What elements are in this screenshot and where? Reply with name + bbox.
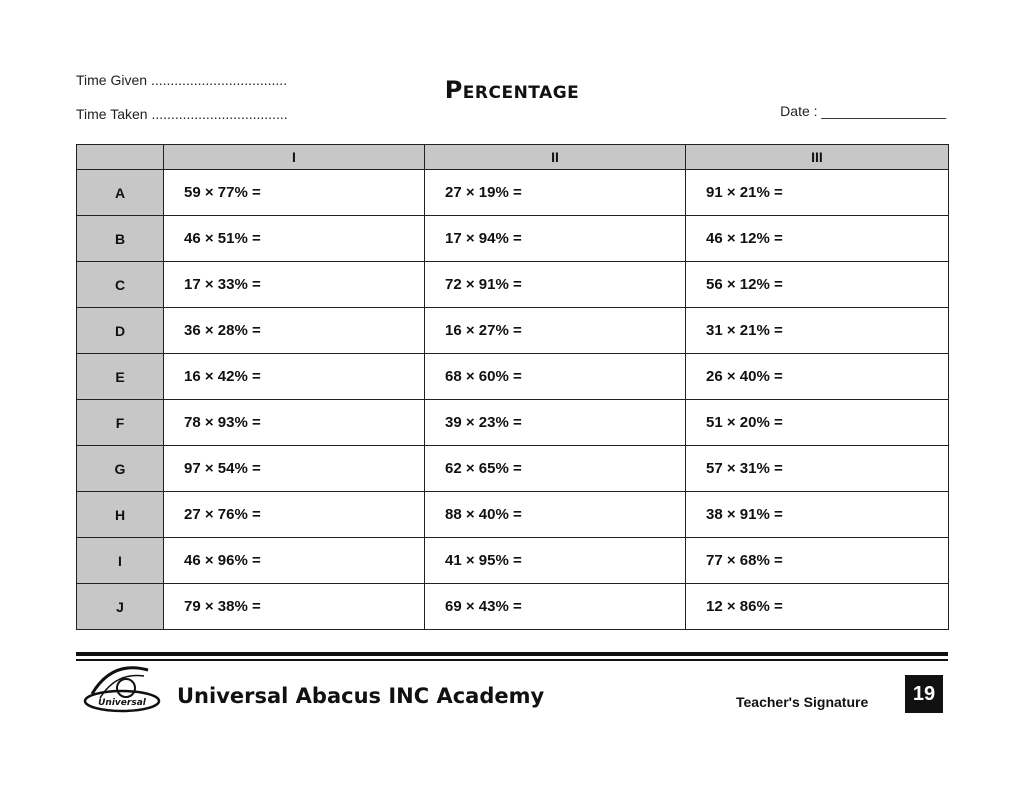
problem-cell: 17 × 94% =	[425, 216, 686, 262]
table-row	[77, 354, 949, 400]
academy-name: Universal Abacus INC Academy	[177, 684, 545, 708]
table-row	[77, 216, 949, 262]
problem-cell: 77 × 68% =	[686, 538, 949, 584]
problem-cell: 51 × 20% =	[686, 400, 949, 446]
problem-cell: 39 × 23% =	[425, 400, 686, 446]
corner-cell	[77, 145, 164, 170]
problem-cell: 41 × 95% =	[425, 538, 686, 584]
page-title: Percentage	[444, 76, 580, 104]
column-header-i: I	[164, 145, 425, 170]
problem-cell: 56 × 12% =	[686, 262, 949, 308]
problem-cell: 17 × 33% =	[164, 262, 425, 308]
problem-cell: 69 × 43% =	[425, 584, 686, 630]
problem-cell: 12 × 86% =	[686, 584, 949, 630]
problem-cell: 16 × 42% =	[164, 354, 425, 400]
table-row	[77, 400, 949, 446]
worksheet-table	[76, 144, 949, 630]
problem-cell: 27 × 76% =	[164, 492, 425, 538]
row-label: I	[77, 538, 164, 584]
problem-cell: 27 × 19% =	[425, 170, 686, 216]
problem-cell: 16 × 27% =	[425, 308, 686, 354]
teacher-signature-label: Teacher's Signature	[736, 694, 869, 710]
table-row	[77, 308, 949, 354]
column-header-ii: II	[425, 145, 686, 170]
row-label: F	[77, 400, 164, 446]
row-label: A	[77, 170, 164, 216]
table-row	[77, 170, 949, 216]
footer-rule-thin	[76, 659, 948, 661]
problem-cell: 31 × 21% =	[686, 308, 949, 354]
problem-cell: 46 × 51% =	[164, 216, 425, 262]
row-label: G	[77, 446, 164, 492]
universal-logo-icon	[82, 664, 162, 714]
date-field: Date : ________________	[780, 103, 946, 119]
problem-cell: 46 × 96% =	[164, 538, 425, 584]
time-given-field: Time Given ...................................	[76, 72, 288, 88]
row-label: J	[77, 584, 164, 630]
footer-rule-thick	[76, 652, 948, 656]
time-taken-field: Time Taken ...................................	[76, 106, 288, 122]
row-label: D	[77, 308, 164, 354]
problem-cell: 97 × 54% =	[164, 446, 425, 492]
problem-cell: 36 × 28% =	[164, 308, 425, 354]
column-header-iii: III	[686, 145, 949, 170]
problem-cell: 59 × 77% =	[164, 170, 425, 216]
table-row	[77, 262, 949, 308]
row-label: C	[77, 262, 164, 308]
table-row	[77, 584, 949, 630]
table-row	[77, 446, 949, 492]
problem-cell: 72 × 91% =	[425, 262, 686, 308]
problem-cell: 26 × 40% =	[686, 354, 949, 400]
table-row	[77, 492, 949, 538]
row-label: B	[77, 216, 164, 262]
problem-cell: 91 × 21% =	[686, 170, 949, 216]
problem-cell: 88 × 40% =	[425, 492, 686, 538]
logo-text: Universal	[98, 698, 146, 708]
table-header-row	[77, 145, 949, 170]
row-label: E	[77, 354, 164, 400]
row-label: H	[77, 492, 164, 538]
page-number-badge: 19	[905, 675, 943, 713]
problem-cell: 79 × 38% =	[164, 584, 425, 630]
problem-cell: 78 × 93% =	[164, 400, 425, 446]
problem-cell: 46 × 12% =	[686, 216, 949, 262]
problem-cell: 57 × 31% =	[686, 446, 949, 492]
table-row	[77, 538, 949, 584]
problem-cell: 62 × 65% =	[425, 446, 686, 492]
problem-cell: 68 × 60% =	[425, 354, 686, 400]
problem-cell: 38 × 91% =	[686, 492, 949, 538]
